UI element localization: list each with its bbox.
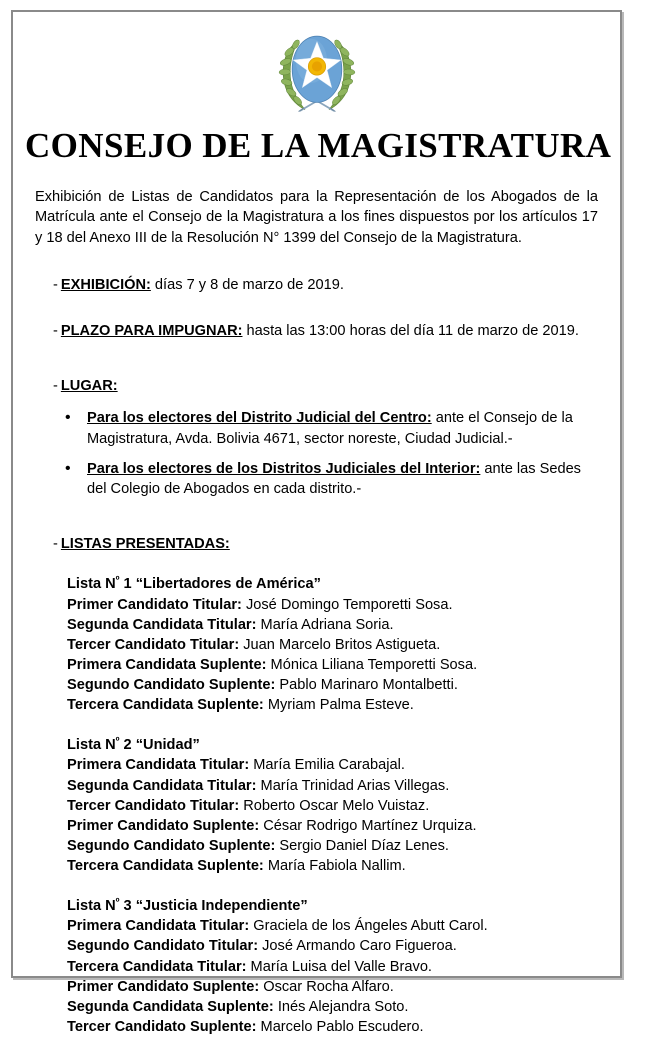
candidate-row (67, 695, 608, 715)
list-item (87, 459, 592, 500)
candidate-row (67, 655, 608, 675)
candidate-name: Pablo Marinaro Montalbetti. (275, 677, 458, 694)
candidate-row (67, 796, 608, 816)
page-title: CONSEJO DE LA MAGISTRATURA (25, 126, 612, 165)
candidate-row (67, 997, 608, 1017)
lugar-item-lead: Para los electores del Distrito Judicial del Centro: (87, 410, 432, 427)
candidate-name: María Adriana Soria. (256, 616, 394, 633)
candidate-role: Primera Candidata Titular: (67, 757, 250, 774)
candidate-role: Tercer Candidato Titular: (67, 636, 240, 653)
candidate-row (67, 675, 608, 695)
lista-title-1 (67, 574, 608, 594)
lista-name: “Unidad” (135, 737, 200, 754)
section-exhibicion-value: días 7 y 8 de marzo de 2019. (150, 276, 344, 293)
dash-marker: - (53, 377, 58, 394)
candidate-name: María Fabiola Nallim. (263, 858, 406, 875)
candidate-name: María Emilia Carabajal. (249, 757, 405, 774)
candidate-name: Roberto Oscar Melo Vuistaz. (239, 797, 430, 814)
candidate-name: Sergio Daniel Díaz Lenes. (275, 837, 449, 854)
candidate-role: Tercera Candidata Suplente: (67, 858, 264, 875)
candidate-name: María Luisa del Valle Bravo. (246, 958, 432, 975)
candidate-name: Juan Marcelo Britos Astigueta. (239, 636, 441, 653)
lugar-item-rest: ante el Consejo de la Magistratura, Avda. Bolivia 4671, sector noreste, Ciudad Judicial.- (87, 410, 573, 447)
candidate-role: Tercera Candidata Titular: (67, 958, 247, 975)
lista-ordinal: º (115, 735, 120, 748)
lista-name: “Justicia Independiente” (135, 898, 308, 915)
candidate-row (67, 615, 608, 635)
candidate-role: Segundo Candidato Suplente: (67, 677, 276, 694)
candidate-role: Segundo Candidato Suplente: (67, 837, 276, 854)
candidate-name: César Rodrigo Martínez Urquiza. (259, 817, 477, 834)
candidate-row (67, 595, 608, 615)
lista-prefix: Lista N (67, 576, 116, 593)
candidate-role: Tercera Candidata Suplente: (67, 697, 264, 714)
candidate-name: Mónica Liliana Temporetti Sosa. (266, 656, 478, 673)
lista-block-1 (67, 574, 608, 715)
dash-marker: - (53, 323, 58, 340)
list-item (87, 408, 592, 449)
document-page (11, 10, 622, 1035)
candidate-name: Marcelo Pablo Escudero. (256, 1018, 424, 1035)
lista-ordinal: º (115, 575, 120, 588)
dash-marker: - (53, 536, 58, 553)
candidate-row (67, 755, 608, 775)
lista-number: 2 (119, 737, 136, 754)
candidate-row (67, 856, 608, 876)
document-body (13, 12, 620, 1035)
candidate-role: Primera Candidata Titular: (67, 918, 250, 935)
section-plazo-label: PLAZO PARA IMPUGNAR: (60, 323, 243, 340)
candidate-name: Inés Alejandra Soto. (273, 998, 409, 1015)
lugar-item-lead: Para los electores de los Distritos Judiciales del Interior: (87, 460, 481, 477)
section-listas-label: LISTAS PRESENTADAS: (60, 536, 230, 553)
candidate-role: Primer Candidato Titular: (67, 596, 242, 613)
candidate-row (67, 916, 608, 936)
candidate-name: Oscar Rocha Alfaro. (259, 978, 394, 995)
candidate-role: Segunda Candidata Titular: (67, 616, 257, 633)
lista-number: 3 (119, 898, 136, 915)
lista-block-2 (67, 735, 608, 876)
emblem-container (25, 18, 608, 122)
section-plazo (53, 321, 608, 341)
section-exhibicion-label: EXHIBICIÓN: (60, 276, 151, 293)
section-lugar (53, 376, 608, 396)
candidate-row (67, 635, 608, 655)
section-exhibicion (53, 275, 608, 295)
lista-name: “Libertadores de América” (135, 576, 321, 593)
lista-prefix: Lista N (67, 737, 116, 754)
candidate-role: Primer Candidato Suplente: (67, 817, 260, 834)
lista-prefix: Lista N (67, 898, 116, 915)
candidate-role: Primer Candidato Suplente: (67, 978, 260, 995)
section-lugar-label: LUGAR: (60, 377, 118, 394)
dash-marker: - (53, 276, 58, 293)
coat-of-arms-emblem (271, 26, 363, 118)
candidate-role: Segundo Candidato Titular: (67, 938, 259, 955)
lista-title-3 (67, 896, 608, 916)
candidate-role: Tercer Candidato Suplente: (67, 1018, 257, 1035)
candidate-row (67, 836, 608, 856)
candidate-role: Segunda Candidata Titular: (67, 777, 257, 794)
candidate-name: Graciela de los Ángeles Abutt Carol. (249, 918, 488, 935)
candidate-name: María Trinidad Arias Villegas. (256, 777, 450, 794)
lista-block-3 (67, 896, 608, 1037)
lista-number: 1 (119, 576, 136, 593)
candidate-row (67, 776, 608, 796)
candidate-row (67, 1017, 608, 1037)
candidate-name: Myriam Palma Esteve. (263, 697, 414, 714)
candidate-row (67, 977, 608, 997)
candidate-name: José Domingo Temporetti Sosa. (241, 596, 453, 613)
lugar-item-rest: ante las Sedes del Colegio de Abogados en cada distrito.- (87, 460, 581, 498)
lista-ordinal: º (115, 896, 120, 909)
candidate-row (67, 936, 608, 956)
candidate-row (67, 816, 608, 836)
lugar-bullet-list (25, 408, 608, 500)
section-listas-presentadas (53, 534, 608, 554)
candidate-role: Segunda Candidata Suplente: (67, 998, 274, 1015)
lista-title-2 (67, 735, 608, 755)
candidate-role: Primera Candidata Suplente: (67, 656, 267, 673)
candidate-role: Tercer Candidato Titular: (67, 797, 240, 814)
section-plazo-value: hasta las 13:00 horas del día 11 de marzo de 2019. (242, 323, 579, 340)
candidate-name: José Armando Caro Figueroa. (258, 938, 457, 955)
intro-paragraph: Exhibición de Listas de Candidatos para la Representación de los Abogados de la Matrícula ante el Consejo de la Magistratura a los fines dispuestos por los artículos 17 y 18 del Anexo III de la Resolución N° 1399 del Consejo de la Magistratura. (35, 188, 598, 247)
candidate-row (67, 957, 608, 977)
